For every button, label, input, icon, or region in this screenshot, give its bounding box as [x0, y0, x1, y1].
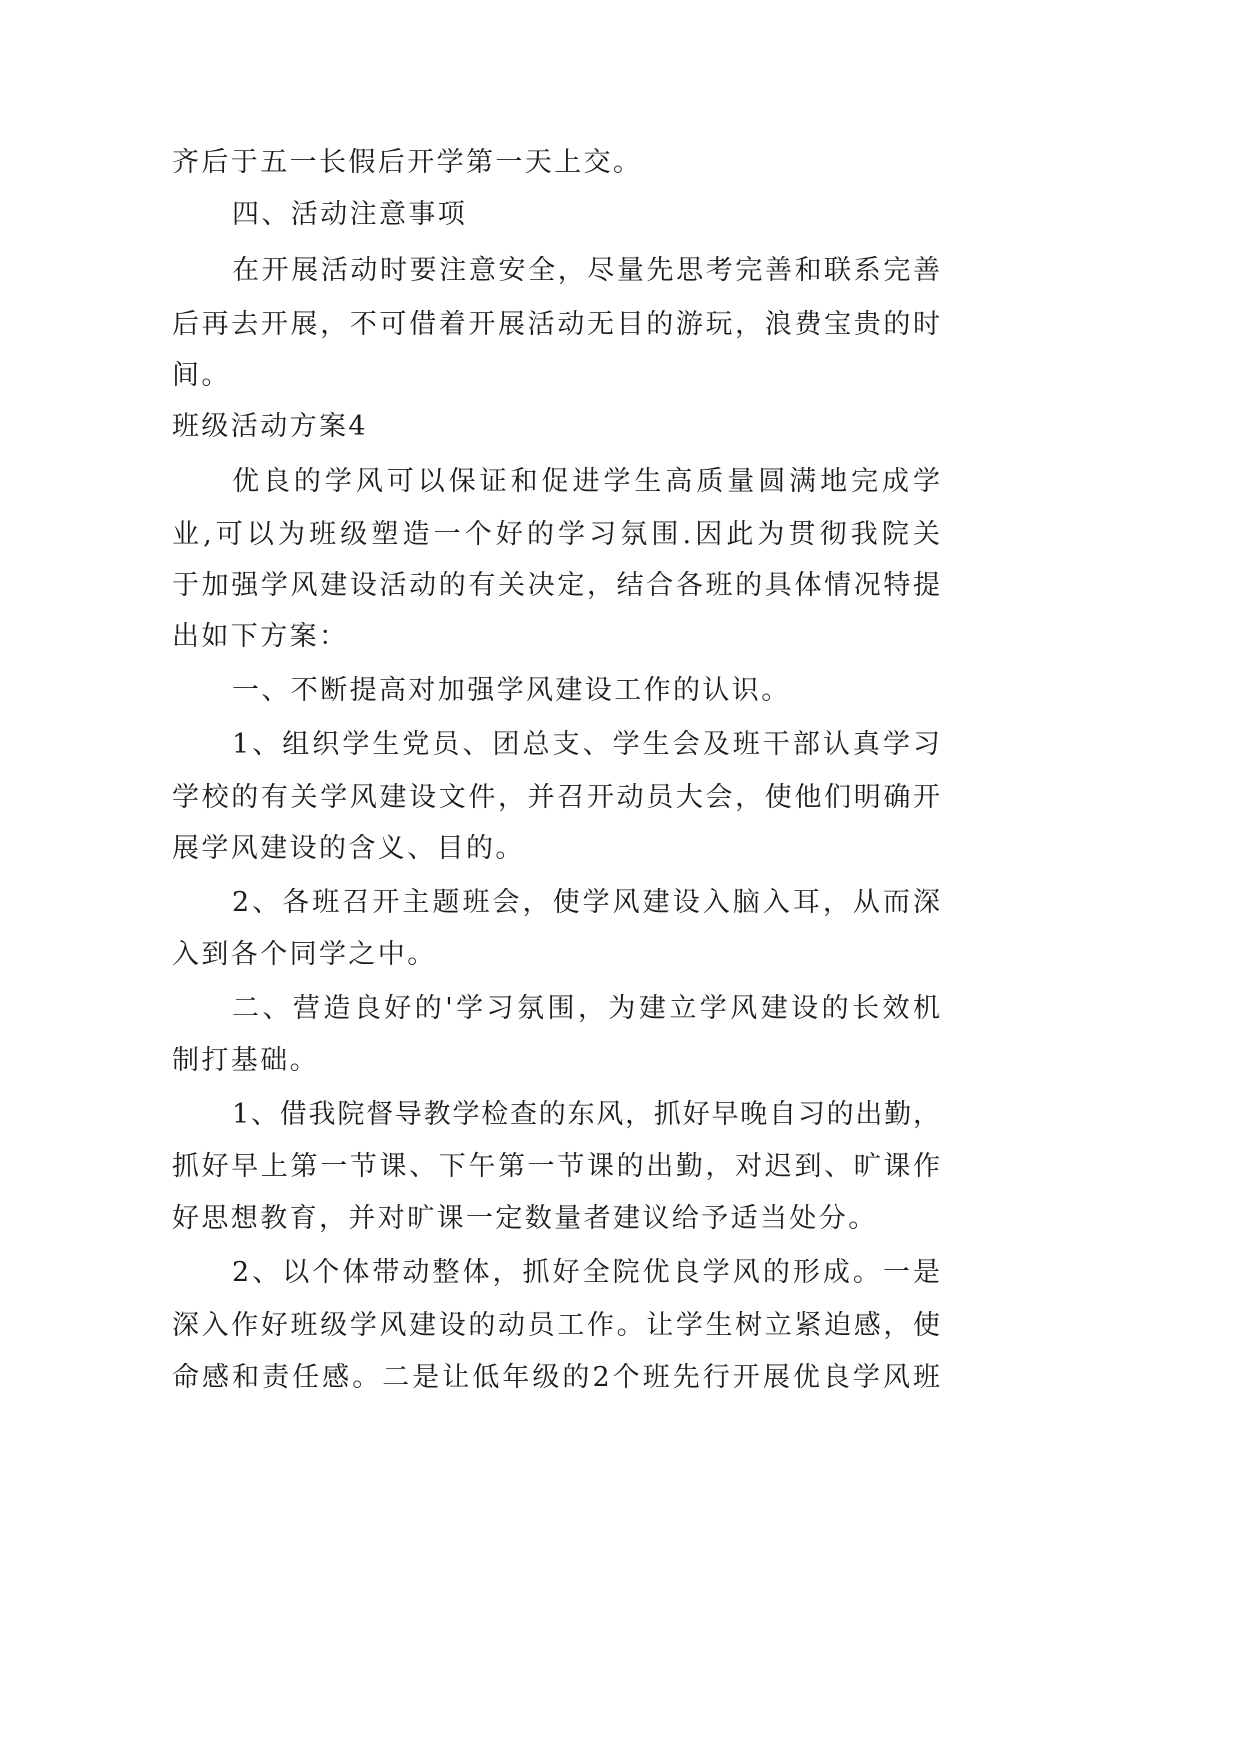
text-line: 2、以个体带动整体，抓好全院优良学风的形成。一是 [232, 1257, 944, 1288]
text-line: 后再去开展，不可借着开展活动无目的游玩，浪费宝贵的时 [172, 309, 943, 340]
text-line: 于加强学风建设活动的有关决定，结合各班的具体情况特提 [172, 570, 943, 601]
text-line: 深入作好班级学风建设的动员工作。让学生树立紧迫感，使 [172, 1310, 943, 1341]
text-line: 学校的有关学风建设文件，并召开动员大会，使他们明确开 [172, 782, 943, 813]
text-line: 间。 [172, 360, 231, 391]
text-line: 1、组织学生党员、团总支、学生会及班干部认真学习 [232, 729, 944, 760]
document-title: 班级活动方案4 [172, 411, 368, 442]
text-line: 出如下方案： [172, 621, 349, 652]
text-line: 齐后于五一长假后开学第一天上交。 [172, 147, 643, 178]
text-line: 入到各个同学之中。 [172, 939, 437, 970]
text-line: 好思想教育，并对旷课一定数量者建议给予适当处分。 [172, 1203, 878, 1234]
text-line: 命感和责任感。二是让低年级的2个班先行开展优良学风班 [172, 1362, 944, 1393]
section-heading: 制打基础。 [172, 1045, 319, 1076]
section-heading: 一、不断提高对加强学风建设工作的认识。 [232, 675, 791, 706]
text-line: 展学风建设的含义、目的。 [172, 833, 525, 864]
text-line: 2、各班召开主题班会，使学风建设入脑入耳，从而深 [232, 887, 944, 918]
text-line: 业,可以为班级塑造一个好的学习氛围.因此为贯彻我院关 [172, 519, 945, 550]
text-line: 优良的学风可以保证和促进学生高质量圆满地完成学 [232, 466, 944, 497]
section-heading: 二、营造良好的'学习氛围，为建立学风建设的长效机 [232, 993, 944, 1024]
text-line: 在开展活动时要注意安全，尽量先思考完善和联系完善 [232, 255, 943, 286]
text-line: 抓好早上第一节课、下午第一节课的出勤，对迟到、旷课作 [172, 1151, 943, 1182]
section-heading: 四、活动注意事项 [232, 199, 468, 230]
text-line: 1、借我院督导教学检查的东风，抓好早晚自习的出勤， [232, 1099, 942, 1130]
